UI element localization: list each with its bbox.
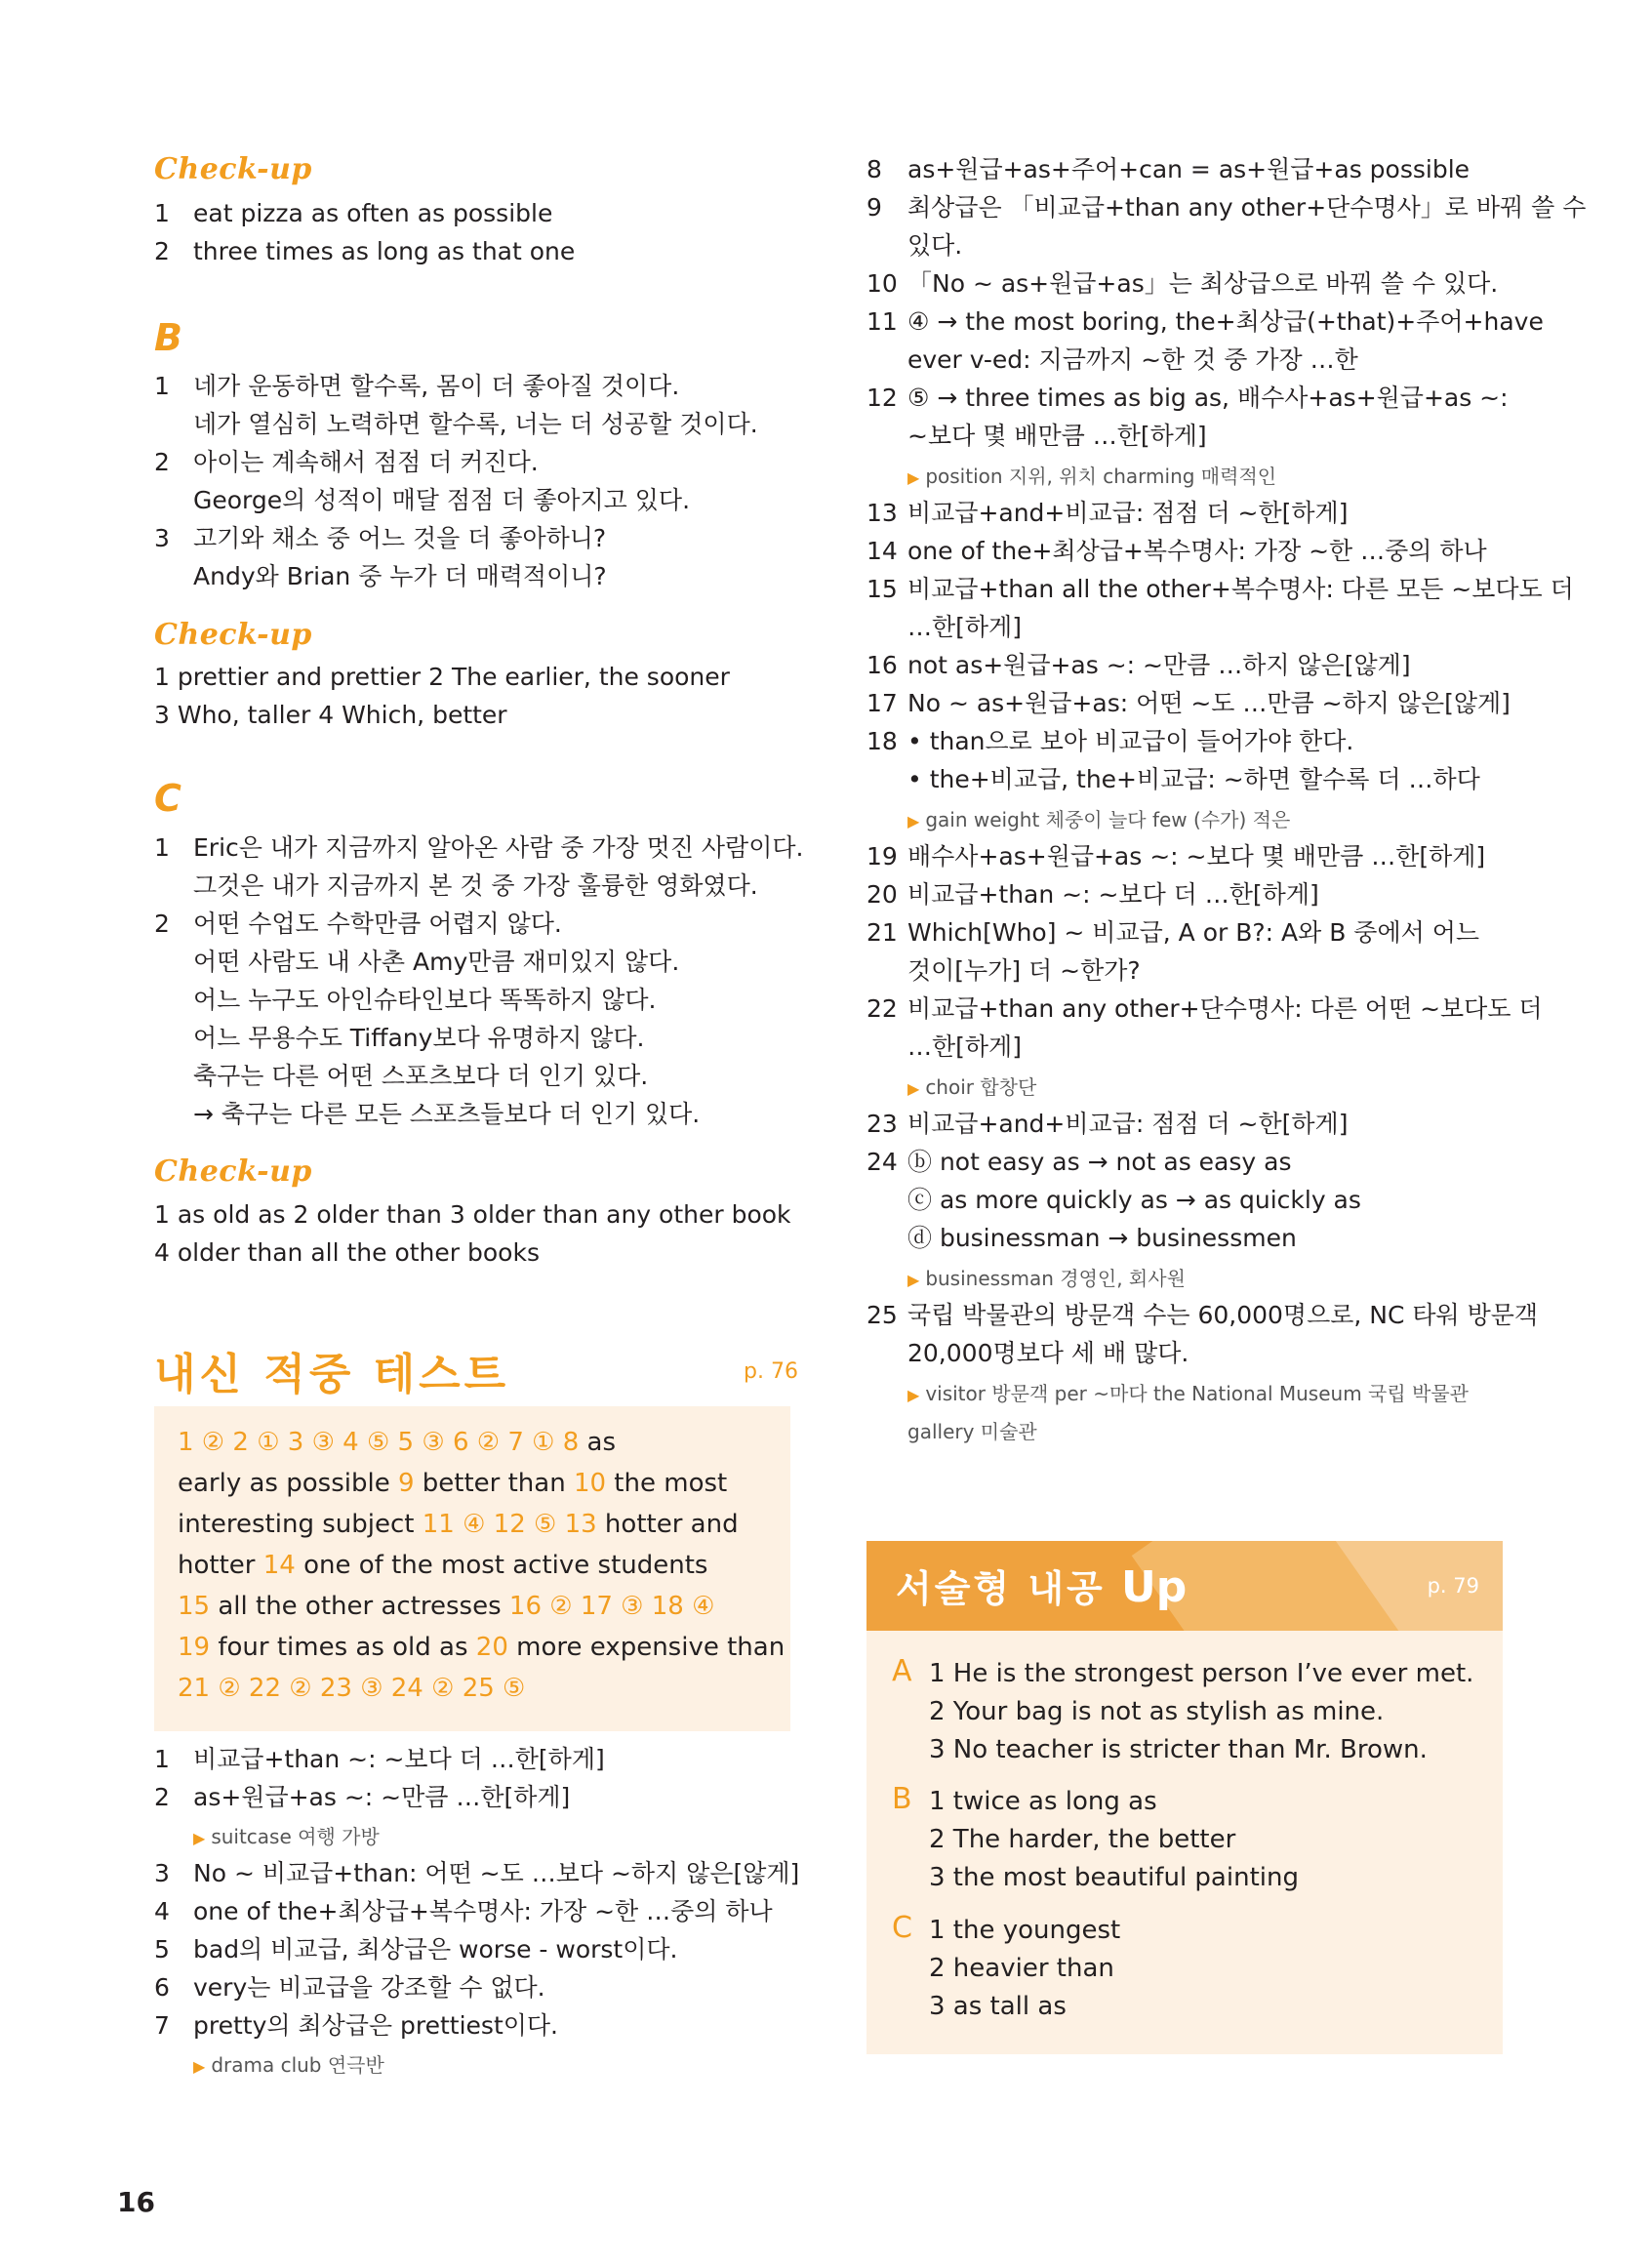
list-item-line: 네가 열심히 노력하면 할수록, 너는 더 성공할 것이다. [193,410,758,438]
triangle-bullet-icon: ▶ [907,812,920,830]
list-item-line: → 축구는 다른 모든 스포츠들보다 더 인기 있다. [193,1100,701,1128]
up-section-title: 서술형 내공 Up [896,1562,1188,1612]
up-section-banner [866,1541,1503,1631]
answer-line: 1 the youngest [929,1916,1121,1945]
answer-row: interesting subject 11 ④ 12 ⑤ 13 hotter and [178,1510,739,1539]
explanation-line: 20,000명보다 세 배 많다. [907,1339,1189,1367]
explanation-line: ⓒ as more quickly as → as quickly as [907,1186,1361,1214]
group-letter: B [892,1782,912,1816]
section-letter-b: B [154,316,182,359]
explanation-line: 있다. [907,231,963,260]
vocab-note: ▶ choir 합창단 [907,1075,1037,1099]
answer-line: 2 The harder, the better [929,1825,1236,1854]
page-reference: p. 76 [744,1359,798,1384]
vocab-note: ▶ suitcase 여행 가방 [193,1825,380,1848]
triangle-bullet-icon: ▶ [907,1079,920,1098]
explanation-line: …한[하게] [907,1032,1022,1061]
list-item-line: 어떤 사람도 내 사촌 Amy만큼 재미있지 않다. [193,948,680,976]
explanation-line: • the+비교급, the+비교급: ~하면 할수록 더 …하다 [907,765,1480,793]
answer-line: 3 No teacher is stricter than Mr. Brown. [929,1735,1428,1764]
vocab-note: ▶ businessman 경영인, 회사원 [907,1267,1186,1290]
triangle-bullet-icon: ▶ [193,2057,206,2076]
answer-line: 1 twice as long as [929,1787,1157,1816]
triangle-bullet-icon: ▶ [193,1829,206,1847]
answer-row: hotter 14 one of the most active students [178,1551,708,1580]
group-letter: A [892,1654,912,1688]
vocab-note: ▶ position 지위, 위치 charming 매력적인 [907,465,1277,488]
checkup-heading: Check-up [154,152,312,186]
page-reference: p. 79 [1427,1574,1479,1598]
checkup-heading: Check-up [154,1154,312,1189]
page-number: 16 [117,2186,155,2218]
list-item-line: George의 성적이 매달 점점 더 좋아지고 있다. [193,486,691,514]
answer-line: 1 prettier and prettier 2 The earlier, the sooner [154,663,730,691]
triangle-bullet-icon: ▶ [907,468,920,487]
explanation-line: ~보다 몇 배만큼 …한[하게] [907,422,1207,450]
explanation-line: ⓓ businessman → businessmen [907,1224,1297,1252]
answer-line: 3 the most beautiful painting [929,1863,1299,1892]
vocab-note: gallery 미술관 [907,1420,1037,1443]
answer-line: 4 older than all the other books [154,1238,540,1267]
answer-row: early as possible 9 better than 10 the most [178,1469,728,1498]
up-answer-box [866,1631,1503,2054]
list-item-line: 어느 무용수도 Tiffany보다 유명하지 않다. [193,1024,645,1052]
vocab-note: ▶ gain weight 체중이 늘다 few (수가) 적은 [907,808,1291,831]
list-item-line: 축구는 다른 어떤 스포츠보다 더 인기 있다. [193,1062,649,1090]
explanation-line: ever v-ed: 지금까지 ~한 것 중 가장 …한 [907,345,1358,374]
test-section-title: 내신 적중 테스트 [154,1350,510,1399]
answer-row: 15 all the other actresses 16 ② 17 ③ 18 ④ [178,1592,715,1621]
list-item-line: 그것은 내가 지금까지 본 것 중 가장 훌륭한 영화였다. [193,871,758,900]
answer-row: 21 ② 22 ② 23 ③ 24 ② 25 ⑤ [178,1674,526,1703]
list-item-line: 어느 누구도 아인슈타인보다 똑똑하지 않다. [193,986,657,1014]
checkup-heading: Check-up [154,618,312,652]
answer-line: 2 heavier than [929,1954,1114,1983]
answer-box [154,1406,790,1731]
vocab-note: ▶ visitor 방문객 per ~마다 the National Museum 국립 박물관 [907,1382,1469,1405]
answer-line: 3 Who, taller 4 Which, better [154,701,507,729]
answer-row: 19 four times as old as 20 more expensive than [178,1633,786,1662]
triangle-bullet-icon: ▶ [907,1271,920,1289]
explanation-line: …한[하게] [907,613,1022,641]
explanation-line: 것이[누가] 더 ~한가? [907,956,1141,985]
answer-line: 2 Your bag is not as stylish as mine. [929,1697,1385,1726]
triangle-bullet-icon: ▶ [907,1386,920,1404]
vocab-note: ▶ drama club 연극반 [193,2053,384,2077]
answer-line: 1 He is the strongest person I’ve ever met. [929,1659,1474,1688]
list-item-line: Andy와 Brian 중 누가 더 매력적이니? [193,562,607,590]
answer-line: 3 as tall as [929,1992,1067,2021]
answer-line: 1 as old as 2 older than 3 older than any other book [154,1200,791,1229]
section-letter-c: C [154,777,181,820]
group-letter: C [892,1911,912,1945]
answer-row: 1 ② 2 ① 3 ③ 4 ⑤ 5 ③ 6 ② 7 ① 8 as [178,1428,617,1457]
